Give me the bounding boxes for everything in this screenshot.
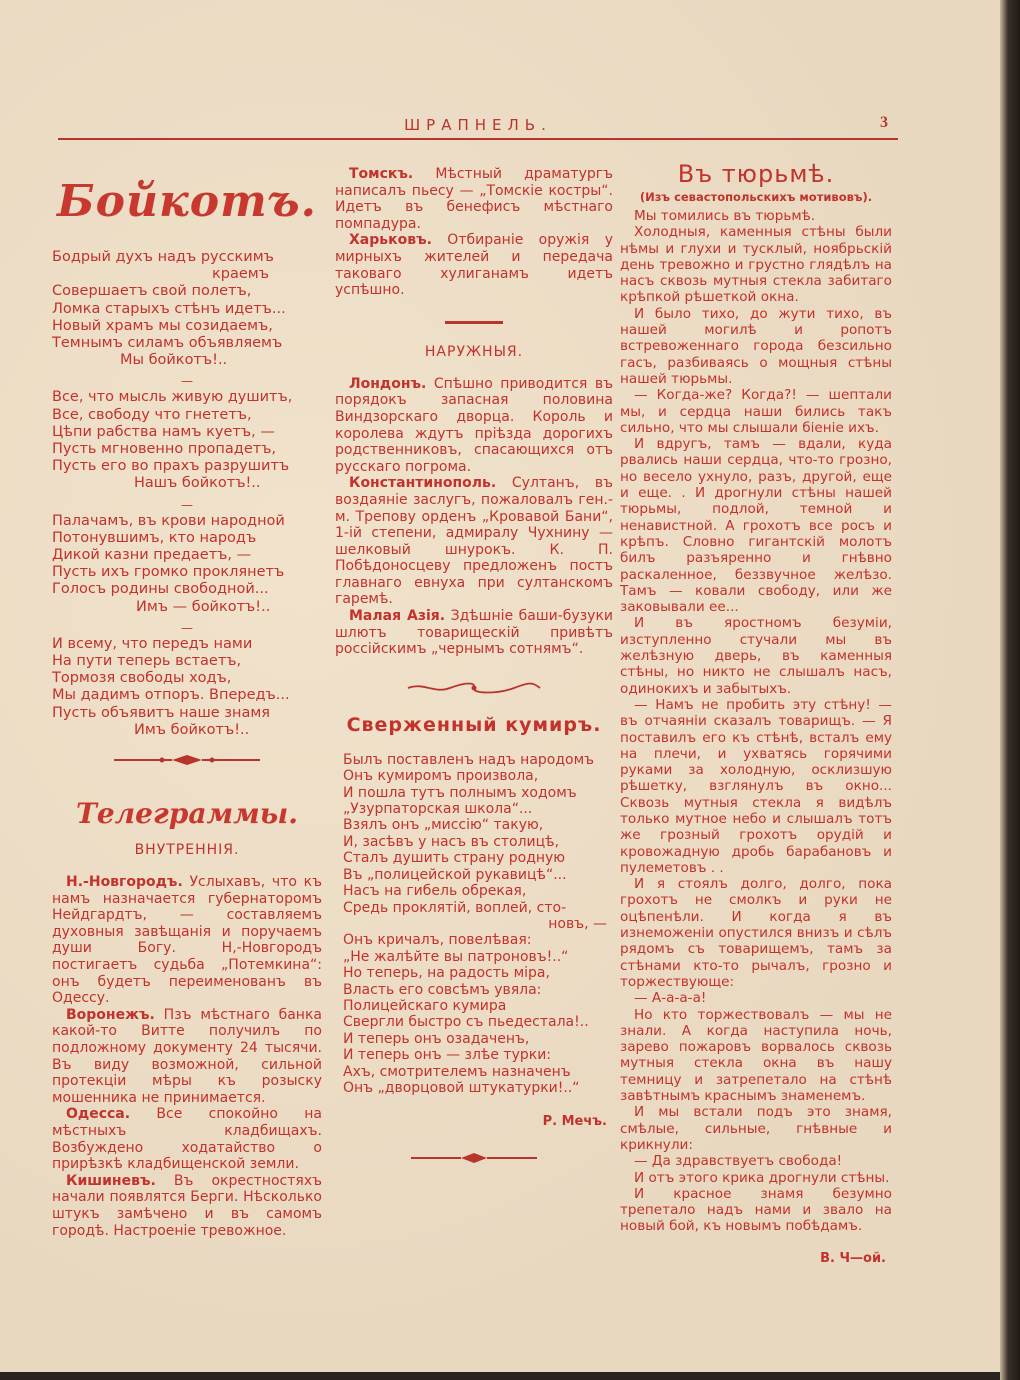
telegram-place: Н.-Новгородъ. xyxy=(66,874,183,891)
column-right xyxy=(620,160,892,1266)
telegram-place: Одесса. xyxy=(66,1106,131,1123)
page-header xyxy=(58,112,898,142)
page-number: 3 xyxy=(880,114,888,131)
telegram-text: Здѣшніе баши-бузуки шлютъ товарищескій привѣтъ россійскимъ „чернымъ сотнямъ“. xyxy=(335,608,614,658)
story-paragraph: Но кто торжествовалъ — мы не знали. А когда наступила ночь, зарево пожаровъ ворвалось сквозь мутныя стекла окна въ нашу темницу и затрепетало на стѣнѣ завѣтнымъ краснымъ знаменемъ. xyxy=(620,1006,892,1105)
poem-line: Взялъ онъ „миссію“ такую, xyxy=(343,817,544,834)
story-paragraph: И отъ этого крика дрогнули стѣны. xyxy=(634,1169,890,1186)
story-paragraph: Холодныя, каменныя стѣны были нѣмы и глухи и тусклый, ноябрьскій день тревожно и грустно глядѣлъ на насъ сквозь мутныя стекла забитаго крѣпкой рѣшеткой окна. xyxy=(620,224,892,306)
poem-line: Въ „полицейской рукавицѣ“... xyxy=(343,866,567,883)
poem-line: Мы бойкотъ!.. xyxy=(120,352,228,369)
boycott-title: Бойкотъ. xyxy=(57,176,317,227)
telegram-text: Пзъ мѣстнаго банка какой-то Витте получилъ по подложному документу 24 тысячи. Въ виду возможной, сильной протекціи мѣры къ розыску мошенника не принимается. xyxy=(52,1006,322,1106)
story-paragraph: Мы томились въ тюрьмѣ. xyxy=(634,208,816,224)
poem-line: И теперь онъ — злѣе турки: xyxy=(343,1047,552,1064)
story-paragraph: И вдругъ, тамъ — вдали, куда рвались наши сердца, что-то грозно, но весело ухнуло, разъ, другой, еще и еще. . И дрогнули стѣны нашей тюрьмы, подлой, темной и ненавистной. А грохотъ все росъ и крѣпъ. Словно гигантскій молотъ билъ разъяренно и гнѣвно раскаленное, беззвучное желѣзо. Тамъ — ковали свободу, или же заковывали ее... xyxy=(620,436,892,616)
foreign-telegrams xyxy=(335,376,613,658)
domestic-heading: ВНУТРЕННІЯ. xyxy=(134,842,240,859)
idol-poem xyxy=(335,752,613,1097)
telegram-item xyxy=(335,232,613,298)
poem-line: И пошла тутъ полнымъ ходомъ xyxy=(343,784,577,801)
story-paragraph: И я стоялъ долго, долго, пока грохотъ не смолкъ и руки не оцѣпенѣли. И когда я въ изнеможеніи опустился внизъ и сѣлъ рядомъ съ товарищемъ, тамъ за стѣнами кто-то рычалъ, грозно и торжествующе: xyxy=(620,876,892,990)
story-paragraph: — Намъ не пробить эту стѣну! — въ отчаяніи сказалъ товарищъ. — Я поставилъ его къ стѣнѣ, всталъ ему на плечи, и ухватясь горячими руками за холодную, осклизшую рѣшетку, взглянулъ въ окно... Сквозь мутныя стекла я видѣлъ только мутное небо и слышалъ тотъ же грозный грохотъ орудій и кровожадную дробь барабановъ и пулеметовъ . . xyxy=(620,696,892,876)
domestic-telegrams xyxy=(52,874,322,1239)
poem-line: На пути теперь встаетъ, xyxy=(52,653,242,670)
telegram-place: Воронежъ. xyxy=(66,1006,155,1023)
poem-line: Новый храмъ мы созидаемъ, xyxy=(52,317,273,334)
poem-line: Пусть объявитъ наше знамя xyxy=(52,704,271,721)
telegram-item xyxy=(335,475,613,608)
telegram-item xyxy=(335,376,613,476)
poem-line: Власть его совсѣмъ увяла: xyxy=(343,981,542,998)
poem-line: Ломка старыхъ стѣнъ идетъ... xyxy=(52,300,286,317)
poem-line: Темнымъ силамъ объявляемъ xyxy=(52,335,283,352)
telegram-place: Малая Азія. xyxy=(349,608,446,625)
telegram-item xyxy=(52,1173,322,1239)
idol-author: Р. Мечъ. xyxy=(542,1114,607,1130)
poem-line: Полицейскаго кумира xyxy=(343,997,507,1014)
poem-stanza xyxy=(52,513,322,616)
poem-line: Имъ — бойкотъ!.. xyxy=(136,598,271,615)
poem-line: Все, что мысль живую душитъ, xyxy=(52,389,293,406)
telegram-text: Въ окрестностяхъ начали появлятся Берги. Нѣсколько штукъ замѣчено и въ самомъ городѣ. Настроеніе тревожное. xyxy=(52,1172,322,1239)
telegram-text: Все спокойно на мѣстныхъ кладбищахъ. Возбуждено ходатайство о прирѣзкѣ кладбищенской земли. xyxy=(52,1106,322,1173)
poem-line: новъ, — xyxy=(548,915,607,932)
stanza-dash: — xyxy=(181,374,193,389)
ornament-divider xyxy=(112,753,262,767)
prison-story xyxy=(620,208,892,1235)
telegrams-title: Телеграммы. xyxy=(76,797,298,831)
poem-line: Дикой казни предаетъ, — xyxy=(52,547,252,564)
foreign-heading: НАРУЖНЫЯ. xyxy=(424,343,524,360)
telegram-text: Султанъ, въ воздаяніе заслугъ, пожаловалъ ген.-м. Трепову орденъ „Кровавой Бани“, 1-ій степени, адмиралу Чухнину — шелковый шнурокъ. К. П. Побѣдоносцеву предложенъ постъ главнаго евнуха при султанскомъ гаремѣ. xyxy=(335,475,613,608)
poem-line: Свергли быстро съ пьедестала!.. xyxy=(343,1014,589,1031)
newspaper-title: ШРАПНЕЛЬ. xyxy=(404,116,552,134)
poem-line: Имъ бойкотъ!.. xyxy=(134,721,250,738)
poem-line: Пусть его во прахъ разрушитъ xyxy=(52,458,290,475)
column-middle xyxy=(335,166,613,1179)
poem-line: „Узурпаторская школа“... xyxy=(343,801,533,818)
poem-line: Все, свободу что гнететъ, xyxy=(52,406,252,423)
poem-line: Бодрый духъ надъ русскимъ xyxy=(52,249,274,265)
ornament-divider xyxy=(409,1151,539,1165)
poem-line: Былъ поставленъ надъ народомъ xyxy=(343,751,595,768)
telegram-place: Константинополь. xyxy=(349,475,497,492)
telegram-place: Лондонъ. xyxy=(349,375,427,392)
story-paragraph: — Да здравствуетъ свобода! xyxy=(634,1153,843,1170)
poem-line: Совершаетъ свой полетъ, xyxy=(52,283,252,300)
telegram-text: Отбираніе оружія у мирныхъ жителей и передача таковаго хулиганамъ идетъ успѣшно. xyxy=(335,232,613,299)
poem-line: Голосъ родины свободной... xyxy=(52,581,269,598)
telegram-item xyxy=(52,1007,322,1107)
boycott-poem xyxy=(52,249,322,739)
idol-title: Сверженный кумиръ. xyxy=(346,713,602,736)
story-paragraph: И въ яростномъ безуміи, изступленно стучали мы въ желѣзную дверь, въ каменныя стѣны, но никто не слышалъ насъ, одинокихъ и забытыхъ. xyxy=(620,615,892,697)
prison-title: Въ тюрьмѣ. xyxy=(677,160,835,188)
story-paragraph: И красное знамя безумно трепетало надъ нами и звало на новый бой, къ новымъ побѣдамъ. xyxy=(620,1185,892,1235)
telegram-text: Спѣшно приводится въ порядокъ запасная половина Виндзорскаго дворца. Король и королева ждутъ пріѣзда дорогихъ родственниковъ, спасающихся отъ русскаго погрома. xyxy=(335,375,613,475)
poem-line: Насъ на гибель обрекая, xyxy=(343,883,527,900)
poem-stanza xyxy=(52,636,322,739)
poem-line: Пусть мгновенно пропадетъ, xyxy=(52,441,277,458)
telegram-item xyxy=(52,874,322,1007)
poem-stanza xyxy=(52,249,322,369)
section-rule xyxy=(445,321,503,324)
poem-line: Потонувшимъ, кто народъ xyxy=(52,529,257,546)
poem-line: И, засѣвъ у насъ въ столицѣ, xyxy=(343,833,560,850)
header-rule xyxy=(58,138,898,140)
poem-line: Цѣпи рабства намъ куетъ, — xyxy=(52,423,275,440)
poem-line: Средь проклятій, воплей, сто- xyxy=(343,899,567,916)
poem-line: Пусть ихъ громко проклянетъ xyxy=(52,564,285,581)
poem-line: Сталъ душить страну родную xyxy=(343,850,566,867)
ornament-scroll xyxy=(404,680,544,696)
poem-line: Тормозя свободы ходъ, xyxy=(52,670,232,687)
story-paragraph: И было тихо, до жути тихо, въ нашей могилѣ и ропотъ встревоженнаго города безсильно гасъ, разбиваясь о мощныя стѣны нашей тюрьмы. xyxy=(620,305,892,387)
page-edge xyxy=(1000,0,1020,1380)
poem-line: И теперь онъ озадаченъ, xyxy=(343,1030,530,1047)
poem-line: Онъ „дворцовой штукатурки!..“ xyxy=(343,1079,580,1096)
poem-line: Мы дадимъ отпоръ. Впередъ... xyxy=(52,687,290,704)
poem-line: Ахъ, смотрителемъ назначенъ xyxy=(343,1063,571,1080)
poem-stanza xyxy=(52,389,322,492)
poem-line: Палачамъ, въ крови народной xyxy=(52,512,285,529)
poem-line: Онъ кумиромъ произвола, xyxy=(343,768,539,785)
story-paragraph: — Когда-же? Когда?! — шептали мы, и сердца наши бились такъ сильно, что мы слышали біеніе ихъ. xyxy=(620,387,892,436)
poem-line: краемъ xyxy=(212,266,269,283)
telegram-place: Томскъ. xyxy=(349,166,414,182)
telegram-text: Мѣстный драматургъ написалъ пьесу — „Томскіе костры“. Идетъ въ бенефисъ мѣстнаго помпадура. xyxy=(335,166,613,232)
stanza-dash: — xyxy=(181,497,193,512)
stanza-dash: — xyxy=(181,620,193,635)
prison-author: В. Ч—ой. xyxy=(820,1250,886,1266)
telegram-place: Харьковъ. xyxy=(349,232,432,249)
poem-line: И всему, что передъ нами xyxy=(52,635,253,652)
poem-line: Но теперь, на радость міра, xyxy=(343,965,550,982)
telegram-item xyxy=(335,166,613,232)
poem-line: Онъ кричалъ, повелѣвая: xyxy=(343,932,532,949)
domestic-telegrams-continued xyxy=(335,166,613,299)
poem-line: Нашъ бойкотъ!.. xyxy=(134,475,261,492)
story-paragraph: И мы встали подъ это знамя, смѣлые, сильные, гнѣвные и крикнули: xyxy=(620,1104,892,1153)
prison-subtitle: (Изъ севастопольскихъ мотивовъ). xyxy=(639,190,873,204)
telegram-item xyxy=(52,1106,322,1172)
telegram-item xyxy=(335,608,613,658)
telegram-text: Услыхавъ, что къ намъ назначается губернаторомъ Нейдгардтъ, — составляемъ духовныя завѣщанія и поручаемъ души Богу. Н,-Новгородъ постигаетъ судьба „Потемкина“: онъ будетъ переименованъ въ Одессу. xyxy=(52,874,322,1007)
column-left xyxy=(52,170,322,1239)
poem-line: „Не жалѣйте вы патроновъ!..“ xyxy=(343,948,569,965)
story-paragraph: — А-а-а-а! xyxy=(634,990,707,1007)
telegram-place: Кишиневъ. xyxy=(66,1172,156,1189)
